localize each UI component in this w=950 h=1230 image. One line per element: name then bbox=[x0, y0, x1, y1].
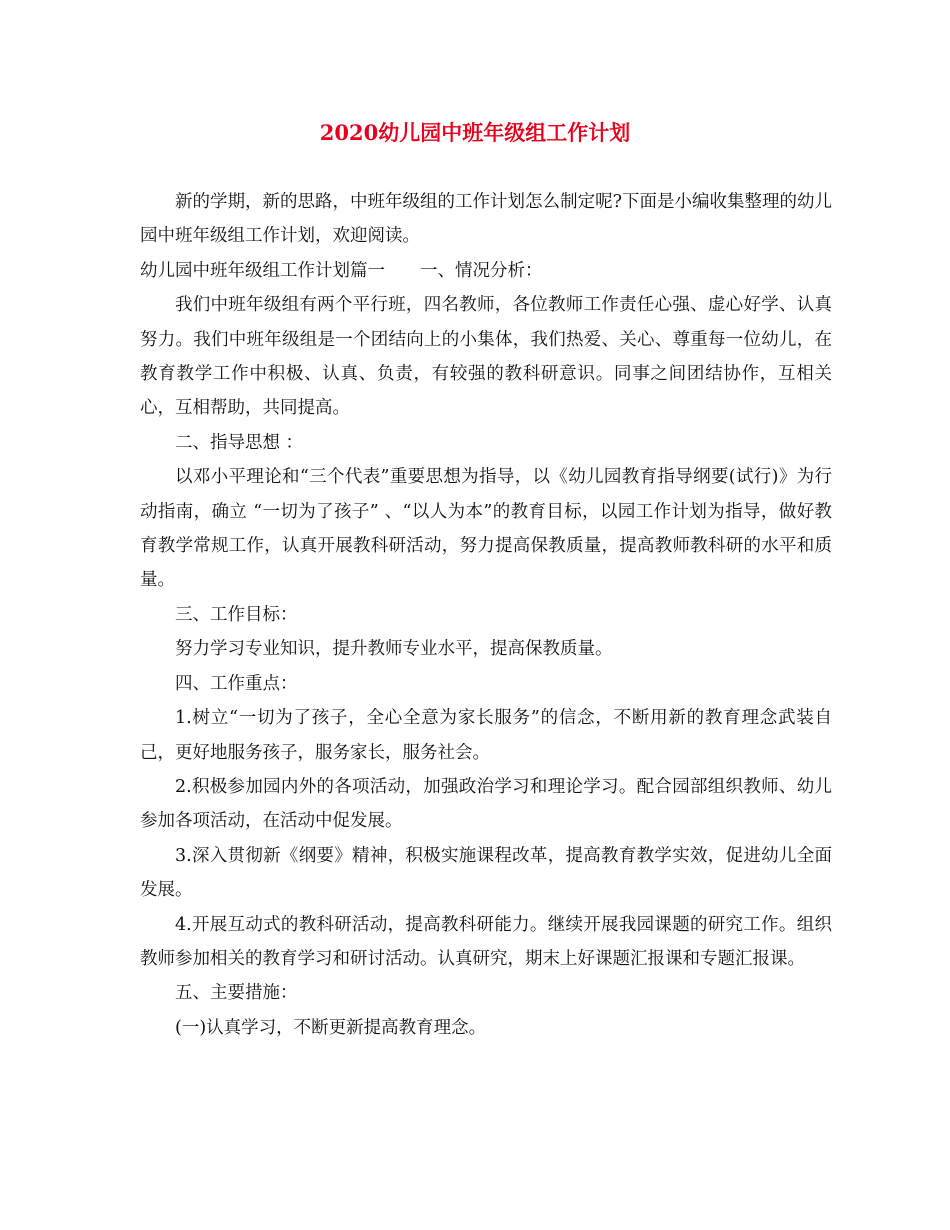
heading-work-focus: 四、工作重点： bbox=[175, 673, 298, 694]
heading-work-goals: 三、工作目标： bbox=[175, 604, 298, 625]
list-item-focus-1: 1.树立“一切为了孩子，全心全意为家长服务”的信念，不断用新的教育理念武装自己，更好地服务孩子，服务家长，服务社会。 bbox=[140, 708, 832, 763]
paragraph-measure-1: (一)认真学习，不断更新提高教育理念。 bbox=[175, 1017, 487, 1038]
paragraph-work-goals: 努力学习专业知识，提升教师专业水平，提高保教质量。 bbox=[175, 639, 613, 660]
paragraph-guiding-thought: 以邓小平理论和“三个代表”重要思想为指导，以《幼儿园教育指导纲要(试行)》为行动指南，确立 “一切为了孩子” 、“以人为本”的教育目标，以园工作计划为指导，做好教育教学常规工作，认真开展教科研活动，努力提高保教质量，提高教师教科研的水平和质量。 bbox=[140, 467, 832, 591]
list-item-focus-3: 3.深入贯彻新《纲要》精神，积极实施课程改革，提高教育教学实效，促进幼儿全面发展。 bbox=[140, 845, 832, 901]
document-body bbox=[140, 185, 832, 1045]
paragraph-section-heading: 幼儿园中班年级组工作计划篇一 一、情况分析： bbox=[140, 260, 543, 281]
heading-guiding-thought: 二、指导思想 ： bbox=[175, 432, 304, 453]
list-item-focus-4: 4.开展互动式的教科研活动，提高教科研能力。继续开展我园课题的研究工作。组织教师参加相关的教育学习和研讨活动。认真研究，期末上好课题汇报课和专题汇报课。 bbox=[140, 914, 832, 969]
heading-main-measures: 五、主要措施： bbox=[175, 983, 298, 1004]
document-title: 2020幼儿园中班年级组工作计划 bbox=[319, 120, 631, 145]
paragraph-situation: 我们中班年级组有两个平行班，四名教师，各位教师工作责任心强、虚心好学、认真努力。我们中班年级组是一个团结向上的小集体，我们热爱、关心、尊重每一位幼儿，在教育教学工作中积极、认真、负责，有较强的教科研意识。同事之间团结协作，互相关心，互相帮助，共同提高。 bbox=[140, 295, 832, 419]
list-item-focus-2: 2.积极参加园内外的各项活动，加强政治学习和理论学习。配合园部组织教师、幼儿参加各项活动，在活动中促发展。 bbox=[140, 776, 832, 832]
paragraph-intro: 新的学期，新的思路，中班年级组的工作计划怎么制定呢?下面是小编收集整理的幼儿园中班年级组工作计划，欢迎阅读。 bbox=[140, 192, 832, 247]
